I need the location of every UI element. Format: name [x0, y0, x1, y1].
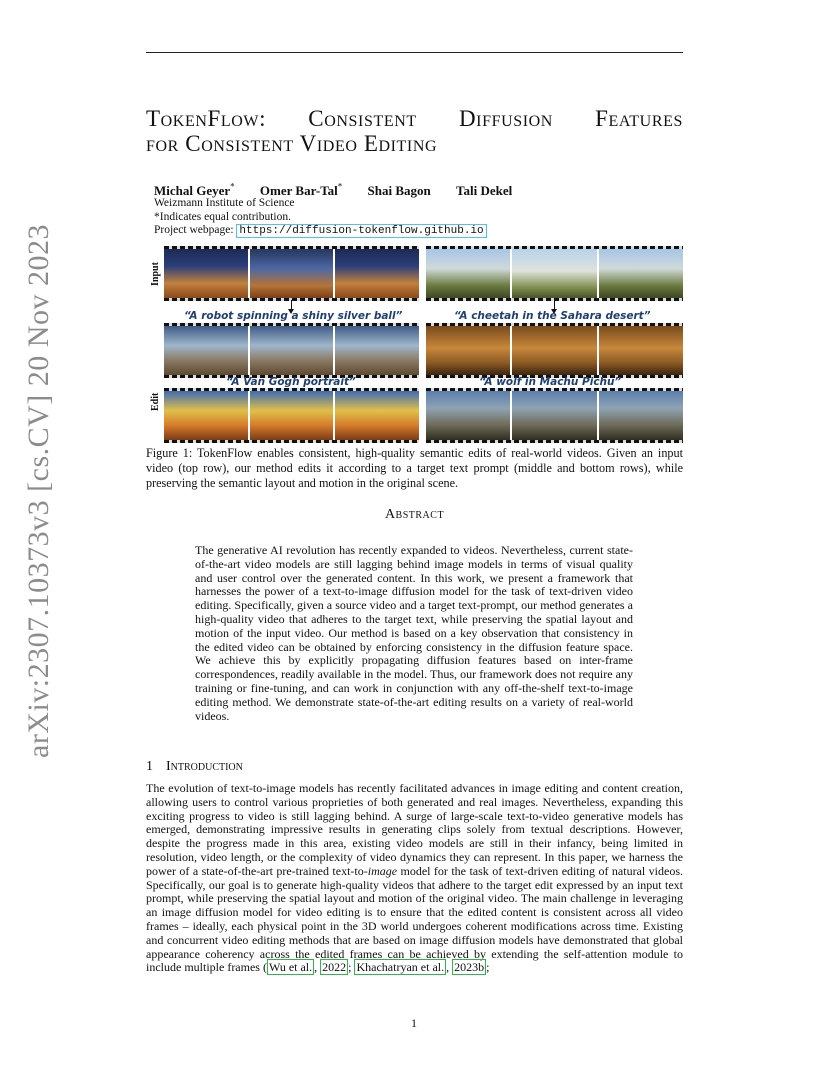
video-frame [512, 391, 596, 440]
affiliation: Weizmann Institute of Science [154, 197, 295, 209]
title-line-2: for Consistent Video Editing [146, 131, 438, 156]
edit-strip-robot [164, 326, 419, 375]
edit-strip-cheetah [426, 326, 683, 375]
section-number: 1 [146, 759, 153, 774]
paper-title [146, 106, 683, 156]
video-frame [250, 326, 334, 375]
webpage-link[interactable]: https://diffusion-tokenflow.github.io [236, 224, 486, 238]
equal-contribution-note: *Indicates equal contribution. [154, 210, 292, 223]
video-frame [599, 326, 683, 375]
arxiv-identifier[interactable]: arXiv:2307.10373v3 [cs.CV] 20 Nov 2023 [22, 224, 55, 758]
video-frame [512, 326, 596, 375]
film-edge [164, 388, 419, 391]
film-edge [164, 246, 419, 249]
section-heading [146, 759, 243, 775]
edit-prompt: “A cheetah in the Sahara desert” [454, 310, 651, 322]
video-frame [335, 249, 419, 298]
emphasis: image [367, 863, 398, 878]
input-strip-basketball [164, 249, 419, 298]
citation-link[interactable]: 2022 [322, 960, 347, 975]
down-arrow-icon [291, 300, 292, 310]
video-frame [335, 326, 419, 375]
project-webpage [154, 224, 487, 239]
video-frame [250, 249, 334, 298]
video-frame [335, 391, 419, 440]
figure-caption: Figure 1: TokenFlow enables consistent, high-quality semantic edits of real-world videos. Given an input video (top row), our method edits it according to a target text prompt (middle and bottom rows), while preserving the semantic layout and motion in the original scene. [146, 446, 683, 490]
edit-prompt: “A robot spinning a shiny silver ball” [184, 310, 403, 322]
title-word: Diffusion [458, 106, 553, 131]
citation-link[interactable]: Wu et al. [268, 960, 313, 975]
title-word: Features [595, 106, 683, 131]
author: Michal Geyer* [154, 182, 235, 199]
affiliation-block [154, 197, 487, 239]
citation-link[interactable]: Khachatryan et al. [356, 960, 445, 975]
edit-prompt: “A Van Gogh portrait” [226, 376, 356, 388]
film-edge [426, 388, 683, 391]
figure-1 [146, 246, 683, 442]
edit-strip-wolf [426, 391, 683, 440]
film-edge [164, 440, 419, 443]
video-frame [164, 391, 248, 440]
video-frame [599, 249, 683, 298]
video-frame [426, 326, 510, 375]
abstract-heading: Abstract [384, 507, 445, 522]
title-word: TokenFlow: [146, 106, 267, 131]
film-edge [164, 323, 419, 326]
section-title: Introduction [166, 759, 243, 774]
author: Shai Bagon [367, 183, 431, 199]
video-frame [164, 326, 248, 375]
video-frame [426, 249, 510, 298]
citation-link[interactable]: 2023b [454, 960, 485, 975]
author: Tali Dekel [456, 183, 513, 199]
row-label-edit: Edit [150, 392, 161, 411]
author: Omer Bar-Tal* [259, 182, 343, 199]
video-frame [512, 249, 596, 298]
film-edge [426, 440, 683, 443]
film-edge [426, 323, 683, 326]
edit-prompt: “A wolf in Machu Pichu” [479, 376, 622, 388]
abstract-text: The generative AI revolution has recently expanded to videos. Nevertheless, current state-of-the-art video models are still lagging behind image models in terms of visual quality and user control over the generated content. In this work, we present a framework that harnesses the power of a text-to-image diffusion model for the task of text-driven video editing. Specifically, given a source video and a target text-prompt, our method generates a high-quality video that adheres to the target text, while preserving the spatial layout and motion of the input video. Our method is based on a key observation that consistency in the edited video can be obtained by enforcing consistency in the diffusion feature space. We achieve this by explicitly propagating diffusion features based on inter-frame correspondences, readily available in the model. Thus, our framework does not require any training or fine-tuning, and can work in conjunction with any off-the-shelf text-to-image editing method. We demonstrate state-of-the-art editing results on a variety of real-world videos. [195, 543, 633, 723]
row-label-input: Input [150, 262, 161, 286]
input-strip-dog [426, 249, 683, 298]
video-frame [599, 391, 683, 440]
webpage-label: Project webpage: [154, 224, 234, 236]
video-frame [426, 391, 510, 440]
top-rule [146, 52, 683, 53]
video-frame [250, 391, 334, 440]
film-edge [426, 246, 683, 249]
down-arrow-icon [554, 300, 555, 310]
page-number: 1 [411, 1016, 417, 1030]
title-word: Consistent [308, 106, 417, 131]
video-frame [164, 249, 248, 298]
introduction-paragraph: The evolution of text-to-image models has recently facilitated advances in image editing and content creation, allowing users to control various proprieties of both generated and real images. Nevertheless, expanding this exciting progress to video is still lagging behind. A surge of large-scale text-to-video generative models has emerged, demonstrating impressive results in generating clips solely from textual descriptions. However, despite the progress made in this area, existing video models are still in their infancy, being limited in resolution, video length, or the complexity of video dynamics they can represent. In this paper, we harness the power of a state-of-the-art pre-trained text-to-image model for the task of text-driven editing of natural videos. Specifically, our goal is to generate high-quality videos that adhere to the target edit expressed by an input text prompt, while preserving the spatial layout and motion of the original video. The main challenge in leveraging an image diffusion model for video editing is to ensure that the edited content is consistent across all video frames – ideally, each physical point in the 3D world undergoes coherent modifications across time. Existing and concurrent video editing methods that are based on image diffusion models have demonstrated that global appearance coherency across the edited frames can be achieved by extending the self-attention module to include multiple frames ( Wu et al. , 2022 ; Khachatryan et al. , 2023b ; [146, 781, 683, 975]
edit-strip-van-gogh [164, 391, 419, 440]
